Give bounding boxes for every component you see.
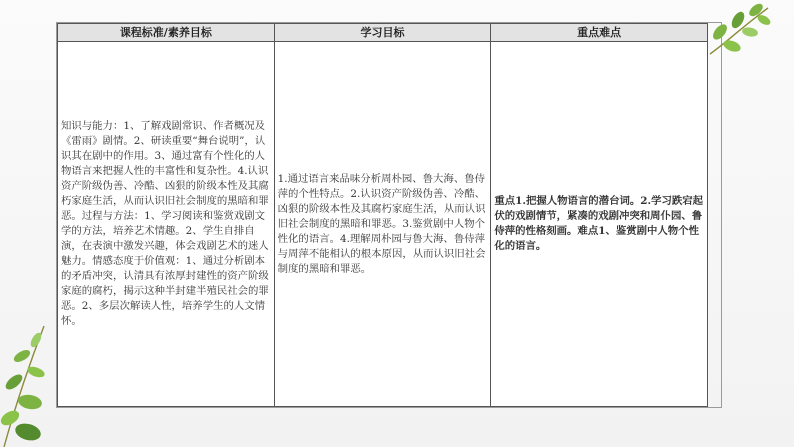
leaf-branch-icon: [702, 2, 772, 60]
header-key: 重点难点: [491, 24, 708, 42]
lesson-plan-table: [57, 23, 708, 407]
key-text: 重点1.把握人物语言的潜台词。2.学习跌宕起伏的戏剧情节，紧凑的戏剧冲突和周仆园、鲁侍萍的性格刻画。难点1、鉴赏剧中人物个性化的语言。: [494, 195, 704, 252]
cell-goal: [274, 42, 491, 407]
cell-key: [491, 42, 708, 407]
goal-text: 1.通过语言来品味分析周朴园、鲁大海、鲁侍萍的个性特点。2.认识资产阶级伪善、冷酷、凶狠的阶级本性及其腐朽家庭生活，从而认识旧社会制度的黑暗和罪恶。3.鉴赏剧中人物个性化的语言。4.理解周朴园与鲁大海、鲁侍萍与周萍不能相认的根本原因，从而认识旧社会制度的黑暗和罪恶。: [277, 172, 486, 275]
cell-standard: [58, 42, 275, 407]
header-goal: 学习目标: [274, 24, 491, 42]
table-header-row: [58, 24, 708, 42]
header-standard: 课程标准/素养目标: [58, 24, 275, 42]
standard-text: 知识与能力：1、了解戏剧常识、作者概况及《雷雨》剧情。2、研读重要“舞台说明”，认识其在剧中的作用。3、通过富有个性化的人物语言来把握人性的丰富性和复杂性。4.认识资产阶级伪善、冷酷、凶狠的阶级本性及其腐朽家庭生活，从而认识旧社会制度的黑暗和罪恶。过程与方法：1、学习阅读和鉴赏戏剧文学的方法，培养艺术情趣。2、学生自排自演，在表演中激发兴趣，体会戏剧艺术的迷人魅力。情感态度于价值观：1、通过分析剧本的矛盾冲突，认清具有浓厚封建性的资产阶级家庭的腐朽，揭示这种半封建半殖民社会的罪恶。2、多层次解读人性，培养学生的人文情怀。: [61, 120, 269, 327]
table-row: [58, 42, 708, 407]
leaf-branch-icon: [0, 318, 58, 447]
